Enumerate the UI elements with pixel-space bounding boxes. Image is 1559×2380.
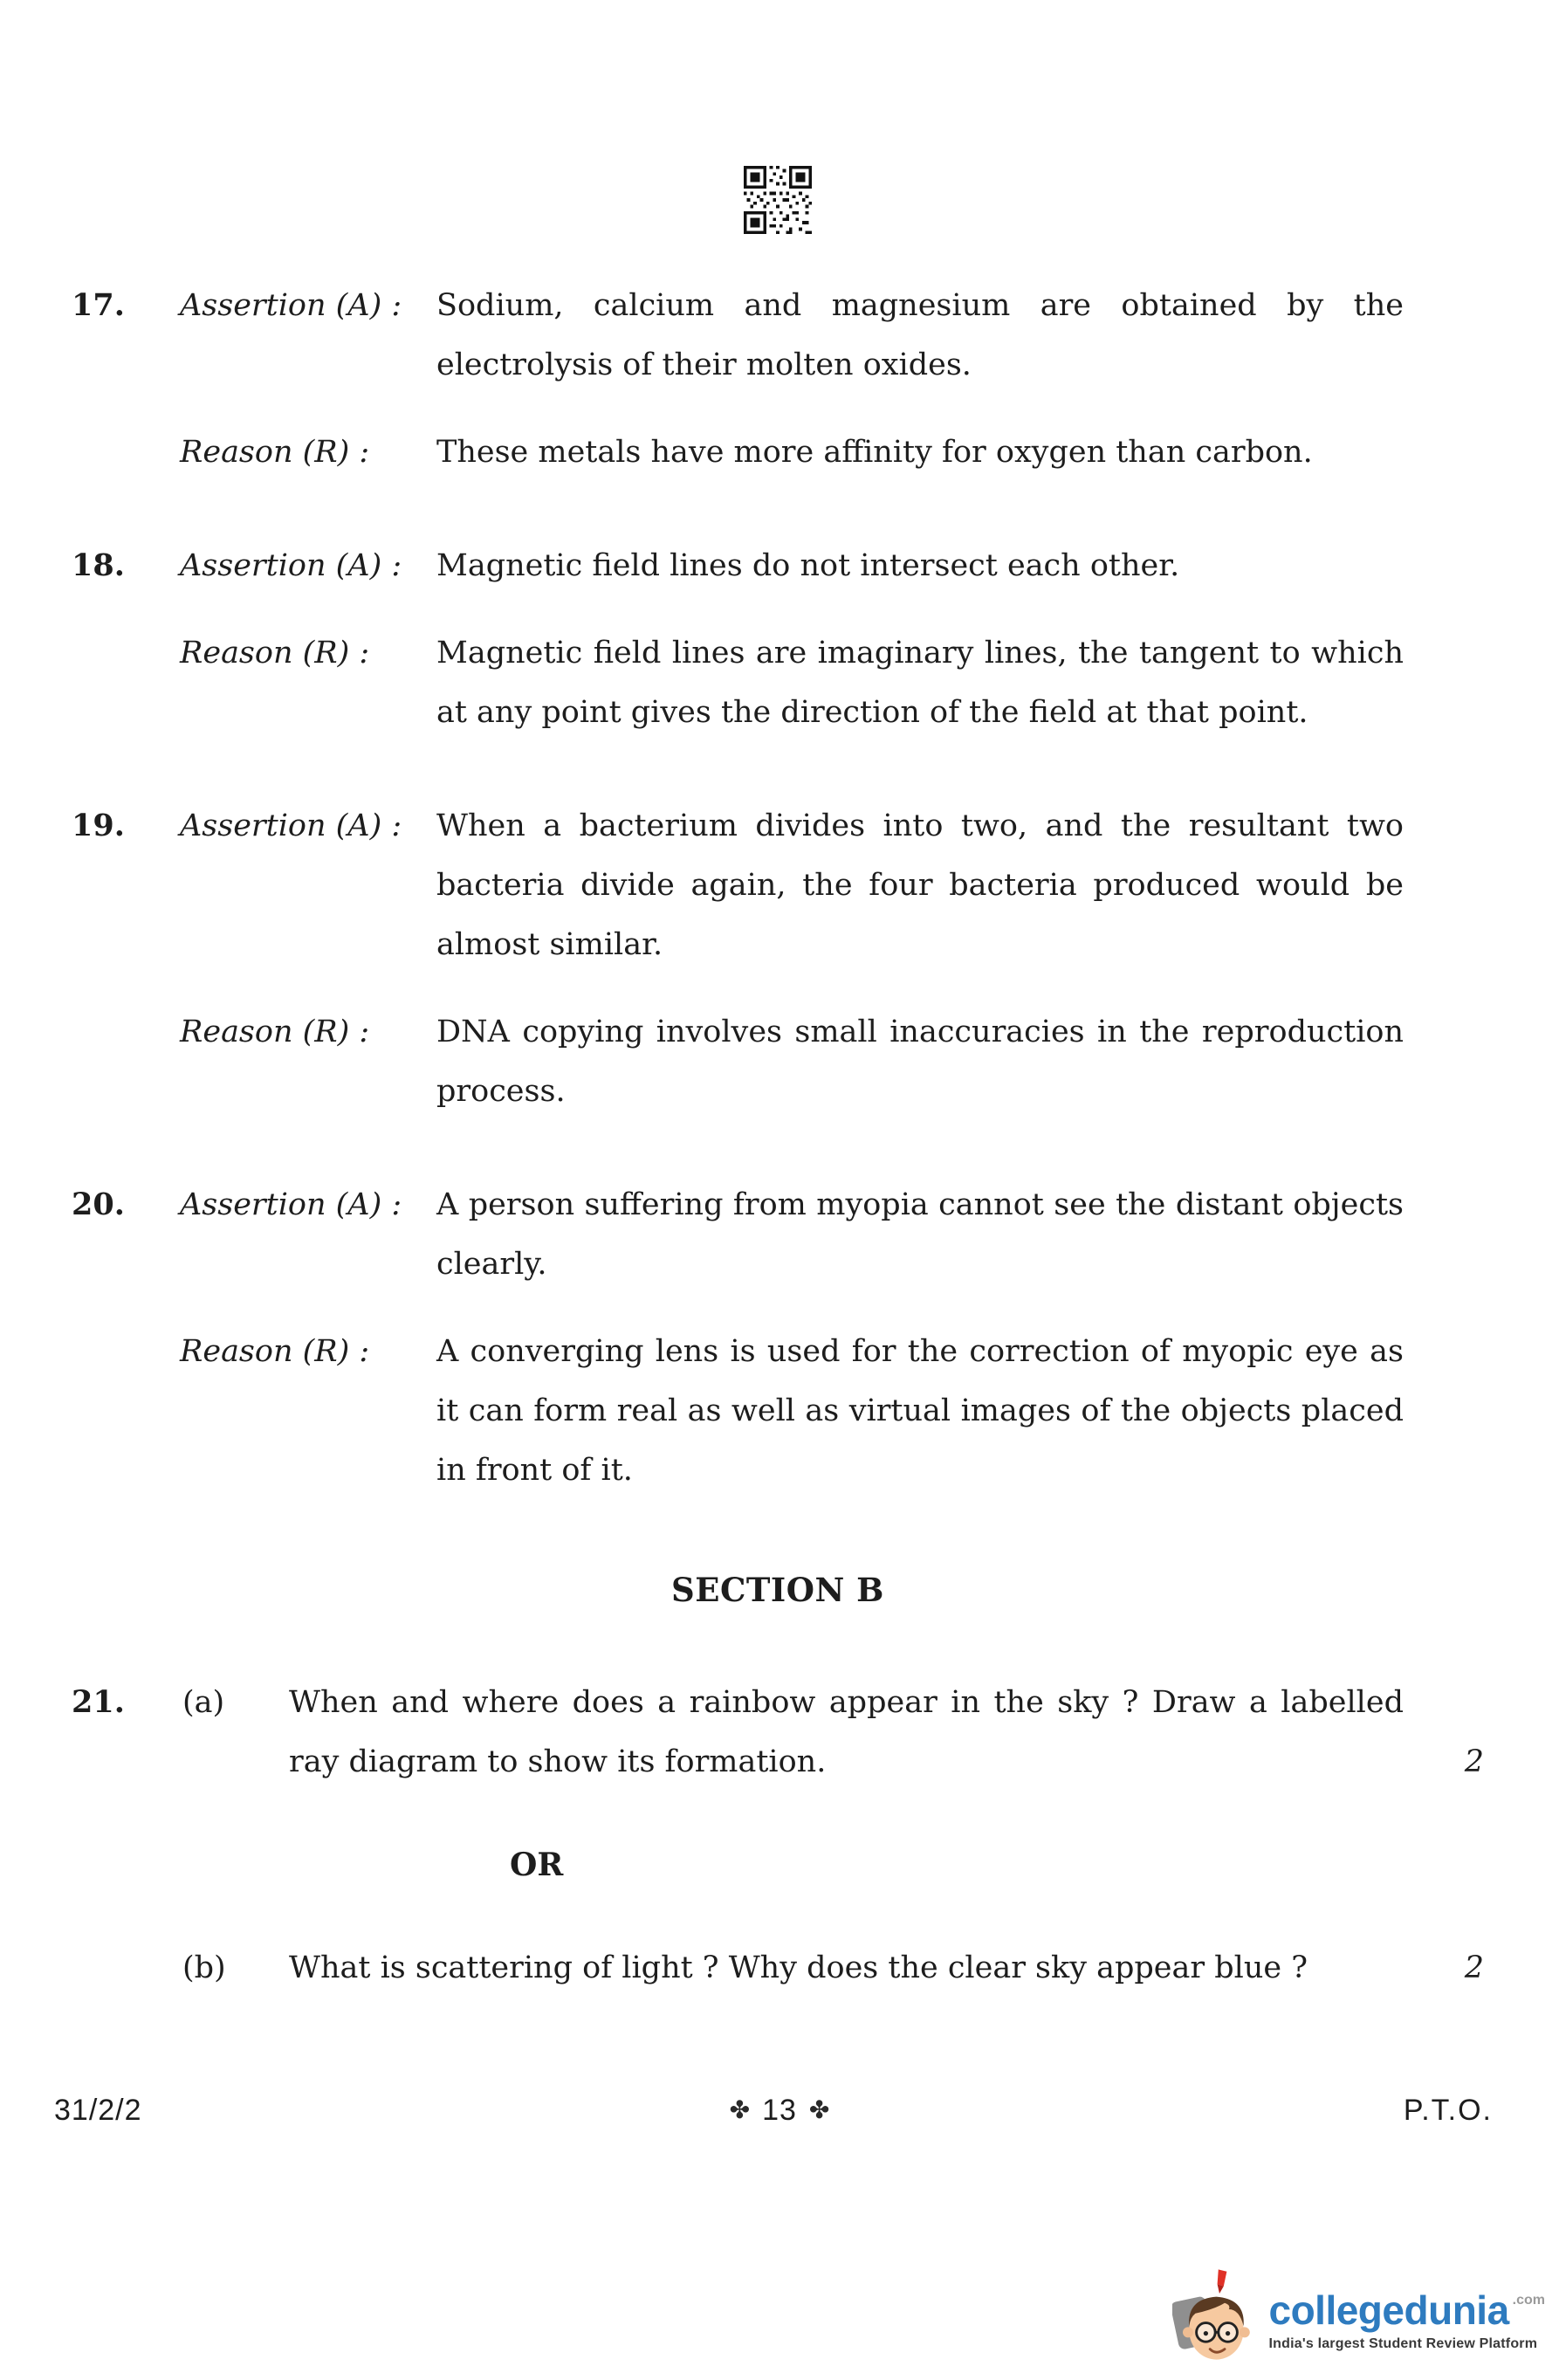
collegedunia-mascot-icon <box>1172 2267 1256 2373</box>
question-20 <box>72 1175 1484 1500</box>
brand-tld: .com <box>1512 2293 1545 2308</box>
qr-code <box>744 166 812 234</box>
assertion-reason-questions <box>72 276 1484 1500</box>
reason-label: Reason (R) : <box>180 636 370 671</box>
page-number: 13 <box>762 2094 797 2127</box>
page-number-block <box>730 2094 830 2128</box>
section-b-header: SECTION B <box>671 1571 884 1609</box>
collegedunia-logo <box>1172 2267 1545 2373</box>
assertion-label: Assertion (A) : <box>180 1187 402 1222</box>
assertion-label: Assertion (A) : <box>180 808 402 843</box>
part-b-text: What is scattering of light ? Why does the clear sky appear blue ? <box>289 1950 1308 1985</box>
page-decor-right-icon: ✤ <box>808 2095 830 2124</box>
question-number: 20. <box>72 1187 125 1222</box>
question-19 <box>72 796 1484 1121</box>
assertion-text: Sodium, calcium and magnesium are obtained by the electrolysis of their molten oxides. <box>436 288 1404 382</box>
question-21 <box>72 1673 1484 1998</box>
question-number: 21. <box>72 1684 125 1720</box>
assertion-text: When a bacterium divides into two, and the resultant two bacteria divide again, the four bacteria produced would be almost similar. <box>436 808 1404 962</box>
question-number: 19. <box>72 808 125 843</box>
brand-tagline: India's largest Student Review Platform <box>1268 2336 1538 2351</box>
reason-text: These metals have more affinity for oxygen than carbon. <box>436 435 1313 470</box>
reason-label: Reason (R) : <box>180 435 370 470</box>
question-18 <box>72 536 1484 742</box>
or-separator: OR <box>510 1847 564 1883</box>
question-17 <box>72 276 1484 482</box>
question-number: 17. <box>72 287 125 323</box>
assertion-text: Magnetic field lines do not intersect each other. <box>436 548 1180 583</box>
page-decor-left-icon: ✤ <box>729 2095 751 2124</box>
part-b-marks: 2 <box>1464 1950 1484 1985</box>
brand-name: collegedunia <box>1268 2287 1509 2333</box>
reason-label: Reason (R) : <box>180 1015 370 1049</box>
question-number: 18. <box>72 547 125 583</box>
reason-text: DNA copying involves small inaccuracies in the reproduction process. <box>436 1015 1404 1109</box>
part-a-marks: 2 <box>1464 1744 1484 1779</box>
reason-label: Reason (R) : <box>180 1334 370 1369</box>
paper-code: 31/2/2 <box>54 2094 142 2127</box>
assertion-label: Assertion (A) : <box>180 288 402 323</box>
pto-label: P.T.O. <box>1403 2094 1493 2127</box>
part-a-text: When and where does a rainbow appear in the sky ? Draw a labelled ray diagram to show its formation. <box>289 1685 1404 1779</box>
assertion-text: A person suffering from myopia cannot see the distant objects clearly. <box>436 1187 1404 1282</box>
reason-text: A converging lens is used for the correction of myopic eye as it can form real as well as virtual images of the objects placed in front of it. <box>436 1334 1404 1488</box>
reason-text: Magnetic field lines are imaginary lines, the tangent to which at any point gives the direction of the field at that point. <box>436 636 1404 730</box>
part-b-label: (b) <box>182 1950 226 1985</box>
assertion-label: Assertion (A) : <box>180 548 402 583</box>
part-a-label: (a) <box>182 1685 225 1720</box>
